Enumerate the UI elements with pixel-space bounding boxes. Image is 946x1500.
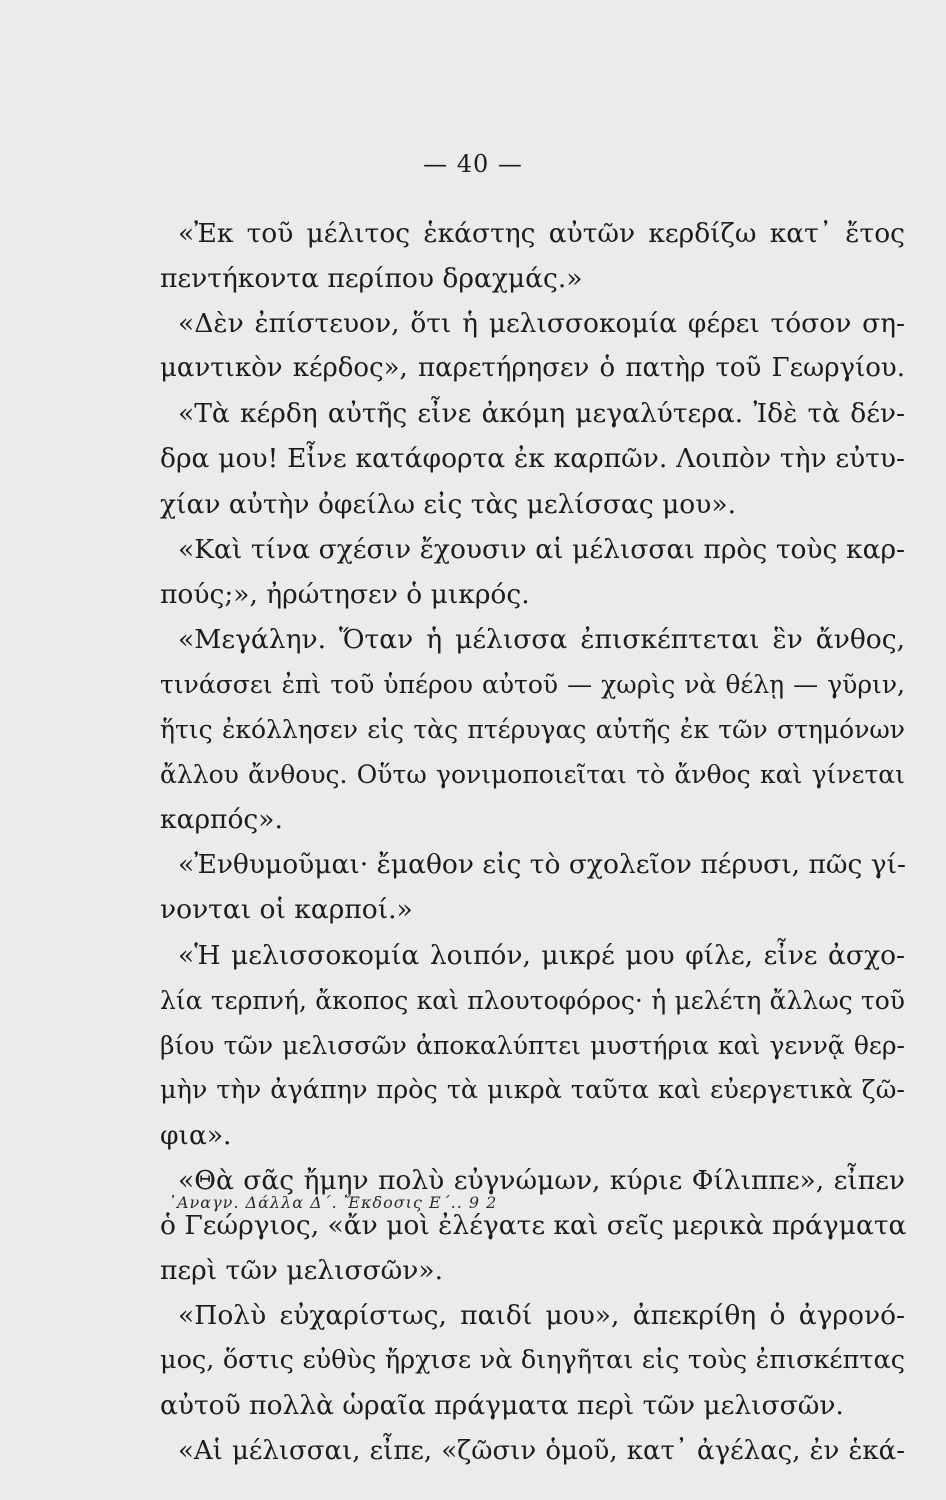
text-line: «Ἡ μελισσοκομία λοιπόν, μικρέ μου φίλε, εἶνε ἀσχο- [178, 939, 905, 971]
text-line: δρα μου! Εἶνε κατάφορτα ἐκ καρπῶν. Λοιπὸν τὴν εὐτυ- [160, 443, 905, 475]
text-line: περὶ τῶν μελισσῶν». [160, 1255, 444, 1287]
text-line: χίαν αὐτὴν ὀφείλω εἰς τὰς μελίσσας μου». [160, 488, 737, 520]
text-line: ὁ Γεώργιος, «ἄν μοὶ ἐλέγατε καὶ σεῖς μερικὰ πράγματα [160, 1210, 907, 1242]
text-line: «Δὲν ἐπίστευον, ὅτι ἡ μελισσοκομία φέρει τόσον ση- [178, 308, 905, 340]
text-line: φια». [160, 1119, 232, 1151]
text-line: βίου τῶν μελισσῶν ἀποκαλύπτει μυστήρια καὶ γεννᾷ θερ- [160, 1030, 905, 1060]
text-line: ἥτις ἐκόλλησεν εἰς τὰς πτέρυγας αὐτῆς ἐκ τῶν στημόνων [160, 715, 905, 745]
text-line: λία τερπνή, ἄκοπος καὶ πλουτοφόρος· ἡ μελέτη ἄλλως τοῦ [160, 985, 905, 1015]
text-line: μος, ὅστις εὐθὺς ἤρχισε νὰ διηγῆται εἰς τοὺς ἐπισκέπτας [160, 1345, 905, 1376]
text-line: «Ἐνθυμοῦμαι· ἔμαθον εἰς τὸ σχολεῖον πέρυσι, πῶς γί- [178, 849, 906, 881]
page-number: — 40 — [423, 150, 523, 178]
text-line: τινάσσει ἐπὶ τοῦ ὑπέρου αὐτοῦ — χωρὶς νὰ θέλῃ — γῦριν, [160, 669, 905, 699]
text-line: «Τὰ κέρδη αὐτῆς εἶνε ἀκόμη μεγαλύτερα. Ἰδὲ τὰ δέν- [178, 398, 905, 430]
text-line: νονται οἱ καρποί.» [160, 894, 413, 926]
text-line: πεντήκοντα περίπου δραχμάς.» [160, 263, 583, 295]
footer-signature: ᾽Αναγν. Δάλλα Δ΄. Ἔκδοσις Ε΄.. 9 2 [168, 1193, 498, 1212]
text-line: «Ἐκ τοῦ μέλιτος ἑκάστης αὐτῶν κερδίζω κατ᾽ ἔτος [178, 218, 905, 249]
body-text [160, 211, 905, 1474]
text-line: καρπός». [160, 804, 283, 836]
text-line: «Μεγάλην. Ὅταν ἡ μέλισσα ἐπισκέπτεται ἓν ἄνθος, [178, 623, 905, 655]
text-line: αὐτοῦ πολλὰ ὡραῖα πράγματα περὶ τῶν μελισσῶν. [160, 1390, 844, 1422]
text-line: πούς;», ἠρώτησεν ὁ μικρός. [160, 578, 530, 610]
text-line: μαντικὸν κέρδος», παρετήρησεν ὁ πατὴρ τοῦ Γεωργίου. [160, 353, 905, 384]
text-line: «Πολὺ εὐχαρίστως, παιδί μου», ἀπεκρίθη ὁ ἀγρονό- [178, 1300, 905, 1332]
text-line: «Αἱ μέλισσαι, εἶπε, «ζῶσιν ὁμοῦ, κατ᾽ ἀγέλας, ἐν ἑκά- [178, 1435, 905, 1466]
text-line: «Καὶ τίνα σχέσιν ἔχουσιν αἱ μέλισσαι πρὸς τοὺς καρ- [178, 533, 905, 565]
text-line: μὴν τὴν ἀγάπην πρὸς τὰ μικρὰ ταῦτα καὶ εὐεργετικὰ ζῶ- [160, 1074, 905, 1105]
text-line: ἄλλου ἄνθους. Οὕτω γονιμοποιεῖται τὸ ἄνθος καὶ γίνεται [160, 760, 905, 790]
text-line: «Θὰ σᾶς ἤμην πολὺ εὐγνώμων, κύριε Φίλιππε», εἶπεν [178, 1164, 905, 1196]
